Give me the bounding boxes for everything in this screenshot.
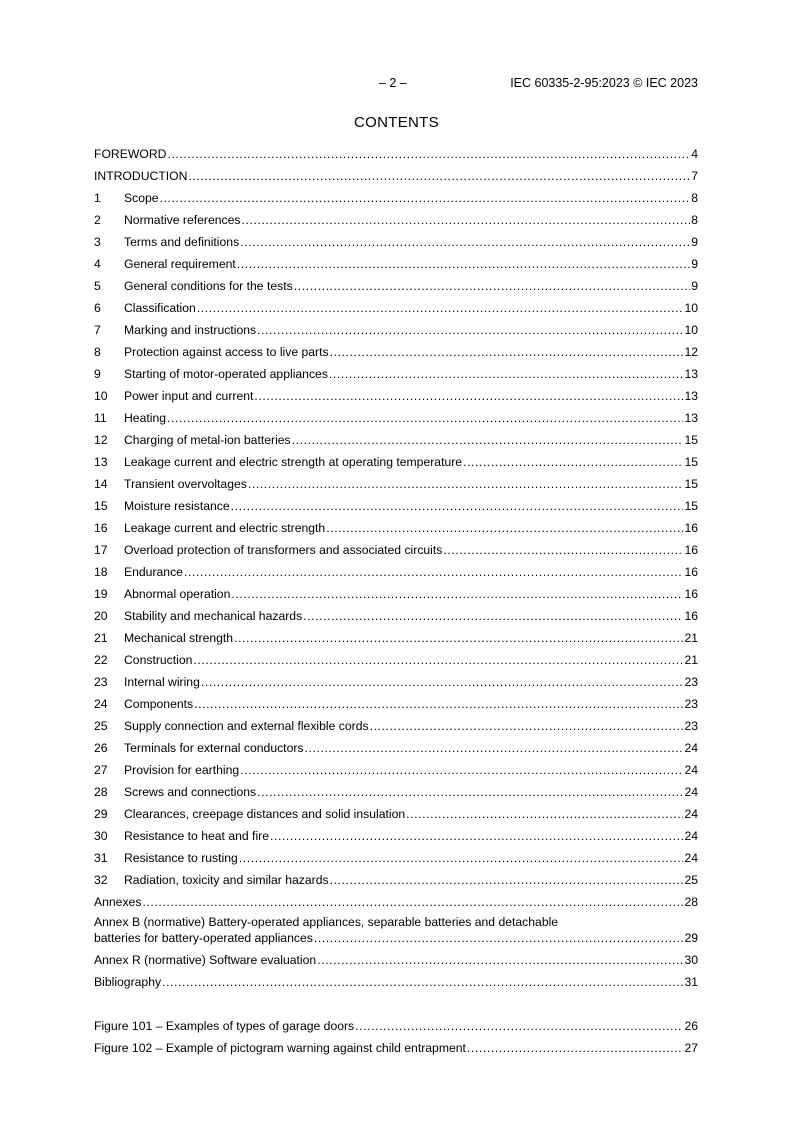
toc-entry-number: 19 (94, 587, 108, 601)
toc-entry-number: 22 (94, 653, 108, 667)
toc-entry-title: Overload protection of transformers and associated circuits (124, 543, 443, 557)
toc-entry-number: 16 (94, 521, 108, 535)
toc-entry[interactable] (94, 322, 698, 338)
toc-entry-page: 9 (691, 235, 698, 249)
toc-entry-number: 27 (94, 763, 108, 777)
toc-entry-page: 25 (684, 873, 698, 887)
toc-entry-number: 4 (94, 257, 101, 271)
toc-entry[interactable] (94, 278, 698, 294)
toc-entry-title: Figure 102 – Example of pictogram warning against child entrapment (94, 1041, 466, 1055)
toc-entry-page: 27 (684, 1041, 698, 1055)
toc-entry[interactable] (94, 608, 698, 624)
toc-entry-title: Leakage current and electric strength at operating temperature (124, 455, 463, 469)
toc-entry-number: 3 (94, 235, 101, 249)
toc-entry-page: 9 (691, 279, 698, 293)
toc-entry-page: 15 (684, 455, 698, 469)
toc-entry[interactable] (94, 366, 698, 382)
toc-entry-page: 31 (684, 975, 698, 989)
toc-entry-page: 4 (691, 147, 698, 161)
toc-entry-title: Heating (124, 411, 167, 425)
toc-entry-title: FOREWORD (94, 147, 167, 161)
toc-entry[interactable] (94, 520, 698, 536)
page-header (94, 76, 698, 92)
toc-entry[interactable] (94, 762, 698, 778)
toc-entry-page: 8 (691, 213, 698, 227)
toc-entry-page: 8 (691, 191, 698, 205)
toc-figure-entry[interactable] (94, 1040, 698, 1056)
toc-entry-page: 10 (684, 301, 698, 315)
toc-entry-title: Terms and definitions (124, 235, 240, 249)
toc-entry-number: 28 (94, 785, 108, 799)
toc-entry-page: 23 (684, 719, 698, 733)
toc-entry[interactable] (94, 410, 698, 426)
toc-entry-number: 25 (94, 719, 108, 733)
page-number: – 2 – (379, 76, 407, 90)
toc-entry-title: Screws and connections (124, 785, 257, 799)
contents-title: CONTENTS (354, 114, 439, 131)
toc-entry-page: 24 (684, 785, 698, 799)
toc-entry[interactable] (94, 212, 698, 228)
toc-entry-title: Starting of motor-operated appliances (124, 367, 328, 381)
toc-entry[interactable] (94, 388, 698, 404)
toc-entry[interactable] (94, 300, 698, 316)
toc-entry-page: 23 (684, 697, 698, 711)
toc-entry-number: 29 (94, 807, 108, 821)
toc-entry-annex-b[interactable] (94, 914, 698, 946)
toc-entry-title: INTRODUCTION (94, 169, 188, 183)
toc-entry-title-line2: batteries for battery-operated appliances (94, 931, 313, 945)
toc-entry[interactable] (94, 850, 698, 866)
toc-entry-page: 12 (684, 345, 698, 359)
toc-entry-foreword[interactable] (94, 146, 698, 162)
toc-entry-number: 2 (94, 213, 101, 227)
toc-entry-title: Leakage current and electric strength (124, 521, 326, 535)
toc-entry[interactable] (94, 718, 698, 734)
toc-entry-title: General conditions for the tests (124, 279, 293, 293)
toc-entry-page: 21 (684, 653, 698, 667)
toc-entry-title: Supply connection and external flexible cords (124, 719, 369, 733)
toc-entry[interactable] (94, 586, 698, 602)
toc-entry-title: Components (124, 697, 194, 711)
toc-entry-number: 6 (94, 301, 101, 315)
toc-entry-page: 23 (684, 675, 698, 689)
toc-entry-title: Transient overvoltages (124, 477, 247, 491)
toc-entry-number: 8 (94, 345, 101, 359)
toc-entry-page: 30 (684, 953, 698, 967)
toc-entry-title: Terminals for external conductors (124, 741, 304, 755)
toc-entry[interactable] (94, 696, 698, 712)
toc-entry-title: Provision for earthing (124, 763, 240, 777)
toc-entry-bibliography[interactable] (94, 974, 698, 990)
toc-entry-page: 15 (684, 433, 698, 447)
toc-entry-title: Construction (124, 653, 193, 667)
toc-entry[interactable] (94, 542, 698, 558)
toc-entry-number: 31 (94, 851, 108, 865)
toc-entry-title: Marking and instructions (124, 323, 257, 337)
toc-entry[interactable] (94, 872, 698, 888)
toc-entry-number: 5 (94, 279, 101, 293)
toc-entry-number: 32 (94, 873, 108, 887)
toc-entry[interactable] (94, 652, 698, 668)
toc-entry[interactable] (94, 498, 698, 514)
toc-entry-title: Resistance to rusting (124, 851, 238, 865)
toc-entry-page: 16 (684, 609, 698, 623)
toc-entry-number: 14 (94, 477, 108, 491)
toc-entry-number: 10 (94, 389, 108, 403)
toc-entry-number: 30 (94, 829, 108, 843)
toc-entry-number: 12 (94, 433, 108, 447)
toc-entry[interactable] (94, 674, 698, 690)
toc-entry-annex-r[interactable] (94, 952, 698, 968)
toc-entry[interactable] (94, 432, 698, 448)
toc-figure-entry[interactable] (94, 1018, 698, 1034)
toc-entry-number: 17 (94, 543, 108, 557)
toc-entry-title: Internal wiring (124, 675, 200, 689)
toc-entry-page: 16 (684, 521, 698, 535)
toc-entry-title: General requirement (124, 257, 236, 271)
toc-entry[interactable] (94, 190, 698, 206)
toc-entry-title: Power input and current (124, 389, 254, 403)
toc-entry-title: Figure 101 – Examples of types of garage doors (94, 1019, 355, 1033)
toc-entry-title: Resistance to heat and fire (124, 829, 269, 843)
toc-entry-introduction[interactable] (94, 168, 698, 184)
toc-entry-page: 13 (684, 389, 698, 403)
toc-entry-title: Radiation, toxicity and similar hazards (124, 873, 329, 887)
toc-entry-title: Mechanical strength (124, 631, 234, 645)
toc-entry-title: Moisture resistance (124, 499, 230, 513)
document-id: IEC 60335-2-95:2023 © IEC 2023 (510, 76, 698, 90)
toc-entry-number: 9 (94, 367, 101, 381)
toc-entry-title: Clearances, creepage distances and solid insulation (124, 807, 406, 821)
toc-entry-page: 9 (691, 257, 698, 271)
toc-entry[interactable] (94, 344, 698, 360)
toc-entry[interactable] (94, 564, 698, 580)
toc-entry-number: 13 (94, 455, 108, 469)
toc-entry-page: 16 (684, 587, 698, 601)
toc-entry-title: Protection against access to live parts (124, 345, 329, 359)
toc-entry-number: 11 (94, 411, 107, 425)
toc-entry[interactable] (94, 740, 698, 756)
toc-entry-page: 15 (684, 477, 698, 491)
toc-entry-annexes[interactable] (94, 894, 698, 910)
toc-entry-page: 24 (684, 851, 698, 865)
toc-entry-page: 24 (684, 829, 698, 843)
toc-entry-page: 16 (684, 565, 698, 579)
toc-entry-page: 10 (684, 323, 698, 337)
toc-entry-number: 23 (94, 675, 108, 689)
toc-entry[interactable] (94, 784, 698, 800)
toc-entry-number: 24 (94, 697, 108, 711)
toc-entry-title: Bibliography (94, 975, 162, 989)
toc-entry-title: Annexes (94, 895, 142, 909)
toc-entry-page: 13 (684, 367, 698, 381)
toc-entry[interactable] (94, 476, 698, 492)
toc-entry-title-line1: Annex B (normative) Battery-operated appliances, separable batteries and detachable (94, 915, 559, 929)
toc-entry-page: 21 (684, 631, 698, 645)
toc-entry-page: 13 (684, 411, 698, 425)
toc-entry-title: Charging of metal-ion batteries (124, 433, 291, 447)
toc-entry[interactable] (94, 806, 698, 822)
toc-entry-title: Scope (124, 191, 159, 205)
toc-entry-number: 15 (94, 499, 108, 513)
toc-entry-number: 20 (94, 609, 108, 623)
toc-entry-page: 7 (691, 169, 698, 183)
toc-entry[interactable] (94, 828, 698, 844)
toc-entry-number: 7 (94, 323, 101, 337)
toc-entry-title: Stability and mechanical hazards (124, 609, 303, 623)
toc-entry[interactable] (94, 454, 698, 470)
toc-entry-page: 16 (684, 543, 698, 557)
toc-entry-page: 24 (684, 741, 698, 755)
toc-entry-number: 18 (94, 565, 108, 579)
toc-entry-title: Endurance (124, 565, 183, 579)
toc-entry[interactable] (94, 256, 698, 272)
toc-entry[interactable] (94, 234, 698, 250)
toc-entry-title: Normative references (124, 213, 241, 227)
toc-entry-title: Classification (124, 301, 196, 315)
toc-entry-number: 21 (94, 631, 108, 645)
toc-entry-page: 15 (684, 499, 698, 513)
toc-entry-page: 24 (684, 763, 698, 777)
toc-entry-number: 1 (94, 191, 101, 205)
toc-entry-title: Annex R (normative) Software evaluation (94, 953, 317, 967)
toc-entry-page: 28 (684, 895, 698, 909)
toc-entry-title: Abnormal operation (124, 587, 231, 601)
toc-entry-page: 24 (684, 807, 698, 821)
toc-entry-page: 26 (684, 1019, 698, 1033)
toc-entry-page: 29 (684, 931, 698, 945)
toc-entry[interactable] (94, 630, 698, 646)
toc-entry-number: 26 (94, 741, 108, 755)
